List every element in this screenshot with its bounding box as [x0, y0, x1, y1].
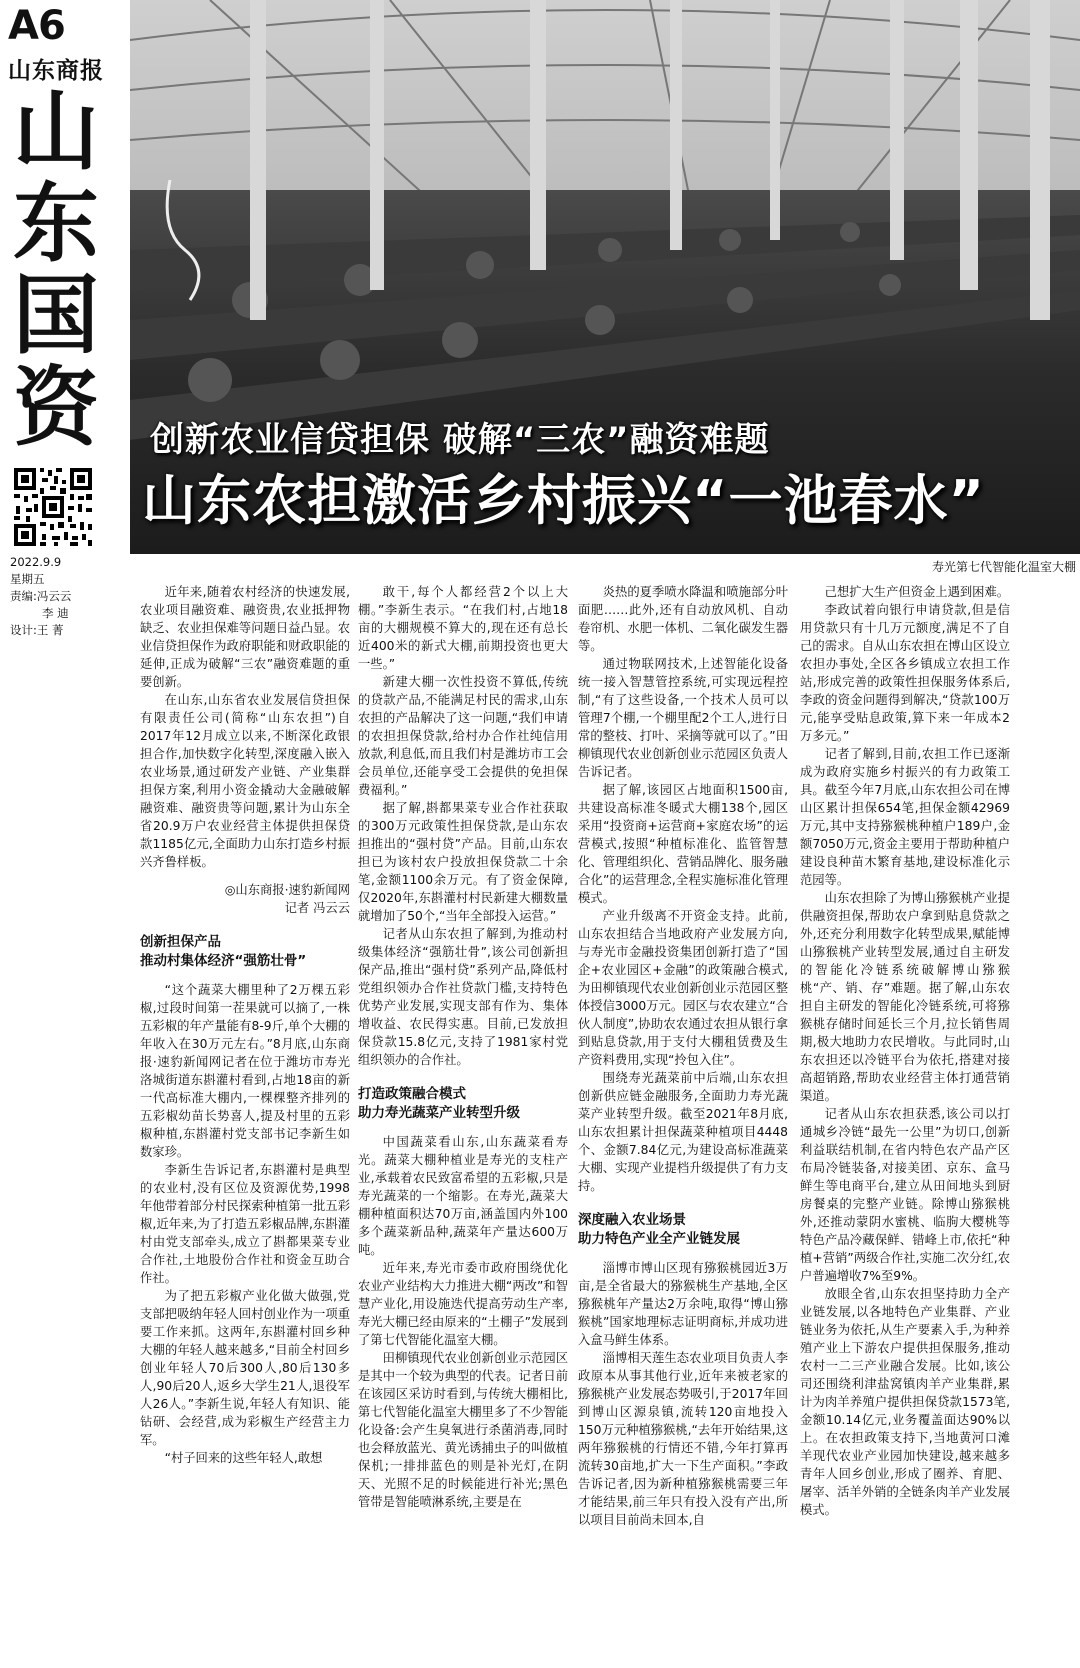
article-intro: [140, 583, 350, 871]
editor-credit: 责编:冯云云: [10, 589, 72, 603]
column-4-body: [800, 583, 1010, 1519]
paragraph: 在山东,山东省农业发展信贷担保有限责任公司(简称“山东农担”)自2017年12月成立以来,不断深化政银担合作,加快数字化转型,深度融入嵌入农业场景,通过研发产业链、产业集群担保方案,利用小资金撬动大金融破解融资难、融资贵等问题,累计为山东全省20.9万户农业经营主体提供担保贷款1185亿元,全面助力山东打造乡村振兴齐鲁样板。: [140, 693, 350, 869]
section-heading-1: [140, 933, 350, 971]
paragraph: 己想扩大生产但资金上遇到困难。: [824, 585, 1010, 599]
column-2-body: [358, 583, 568, 1069]
paragraph: 田柳镇现代农业创新创业示范园区是其中一个较为典型的代表。记者日前在该园区采访时看到,与传统大棚相比,第七代智能化温室大棚里多了不少智能化设备:会产生臭氧进行杀菌消毒,同时也会释放蓝光、黄光诱捕虫子的叫做植保机;一排排蓝色的则是补光灯,在阴天、光照不足的时候能进行补光;黑色管带是智能喷淋系统,主要是在: [358, 1351, 568, 1509]
paragraph: 记者从山东农担了解到,为推动村级集体经济“强筋壮骨”,该公司创新担保产品,推出“强村贷”系列产品,降低村党组织领办合作社贷款门槛,支持特色优势产业发展,实现支部有作为、集体增收益、农民得实惠。目前,已发放担保贷款15.8亿元,支持了1981家村党组织领办的合作社。: [358, 927, 568, 1067]
paragraph: 产业升级离不开资金支持。此前,山东农担结合当地政府产业发展方向,与寿光市金融投资集团创新打造了“国企+农业园区+金融”的政策融合模式,为田柳镇现代农业创新创业示范园区整体授信3000万元。园区与农农建立“合伙人制度”,协助农农通过农担从银行拿到贴息贷款,用于支付大棚租赁费及生产资料费用,实现“拎包入住”。: [578, 909, 788, 1067]
paragraph: “村子回来的这些年轻人,敢想: [164, 1451, 323, 1465]
section-title-char: 山: [13, 81, 99, 182]
paragraph: 淄博市博山区现有猕猴桃园近3万亩,是全省最大的猕猴桃生产基地,全区猕猴桃年产量达2万余吨,取得“博山猕猴桃”国家地理标志证明商标,并成功进入盒马鲜生体系。: [578, 1261, 788, 1347]
byline: [140, 881, 350, 917]
section-title-char: 东: [13, 173, 99, 274]
paragraph: 山东农担除了为博山猕猴桃产业提供融资担保,帮助农户拿到贴息贷款之外,还充分利用数字化转型成果,赋能博山猕猴桃产业转型发展,通过自主研发的智能化冷链系统破解博山猕猴桃“产、销、存”难题。据了解,山东农担自主研发的智能化冷链系统,可将猕猴桃存储时间延长三个月,拉长销售周期,极大地助力农民增收。与此同时,山东农担还以冷链平台为依托,搭建对接高超销路,帮助农业经营主体打通营销渠道。: [800, 891, 1010, 1103]
paragraph: 近年来,寿光市委市政府围绕优化农业产业结构大力推进大棚“两改”和智慧产业化,用设施迭代提高劳动生产率,寿光大棚已经由原来的“土棚子”发展到了第七代智能化温室大棚。: [358, 1261, 568, 1347]
section-1-body: [140, 981, 350, 1467]
paragraph: 记者从山东农担获悉,该公司以打通城乡冷链“最先一公里”为切口,创新利益联结机制,在省内特色农产品产区布局冷链装备,对接美团、京东、盒马鲜生等电商平台,建立从田间地头到厨房餐桌的完整产业链。除博山猕猴桃外,还推动蒙阴水蜜桃、临朐大樱桃等特色产品冷藏保鲜、错峰上市,依托“种植+营销”两级合作社,实施二次分红,农户普遍增收7%至9%。: [800, 1107, 1010, 1283]
issue-meta: [10, 554, 71, 639]
section-heading-1-line-a: 创新担保产品: [140, 934, 221, 950]
greenhouse-photo: [130, 0, 1080, 554]
paper-name: 山东商报: [8, 58, 104, 84]
headline-title: 山东农担激活乡村振兴“一池春水”: [142, 469, 985, 532]
article-column-3: [578, 583, 788, 1529]
photo-caption: 寿光第七代智能化温室大棚: [931, 560, 1076, 574]
editor-credit-2: 李 迪: [42, 606, 69, 620]
section-2-body: [358, 1133, 568, 1511]
byline-source: ◎山东商报·速豹新闻网: [224, 883, 350, 897]
article-column-4: [800, 583, 1010, 1519]
paragraph: 通过物联网技术,上述智能化设备统一接入智慧管控系统,可实现远程控制,“有了这些设备,一个技术人员可以管理7个棚,一个棚里配2个工人,进行日常的整枝、打叶、采摘等就可以了。”田柳镇现代农业创新创业示范园区负责人告诉记者。: [578, 657, 788, 779]
paragraph: 淄博相天莲生态农业项目负责人李政原本从事其他行业,近年来被老家的猕猴桃产业发展态势吸引,于2017年回到博山区源泉镇,流转120亩地投入150万元种植猕猴桃,“去年开始结果,这两年猕猴桃的行情还不错,今年打算再流转30亩地,扩大一下生产面积。”李政告诉记者,因为新种植猕猴桃需要三年才能结果,前三年只有投入没有产出,所以项目目前尚未回本,自: [578, 1351, 788, 1527]
section-heading-3-line-b: 助力特色产业全产业链发展: [578, 1231, 740, 1247]
byline-reporter: 记者 冯云云: [284, 901, 350, 915]
article-column-2: [358, 583, 568, 1511]
column-3-body: [578, 583, 788, 1195]
paragraph: 围绕寿光蔬菜前中后端,山东农担创新供应链金融服务,全面助力寿光蔬菜产业转型升级。截至2021年8月底,山东农担累计担保蔬菜种植项目4448个、金额7.84亿元,为建设高标准蔬菜大棚、实现产业提档升级提供了有力支持。: [578, 1071, 788, 1193]
designer-credit: 设计:王 菁: [10, 623, 64, 637]
paragraph: 新建大棚一次性投资不算低,传统的贷款产品,不能满足村民的需求,山东农担的产品解决了这一问题,“我们申请的农担担保贷款,给村办合作社纯信用放款,利息低,而且我们村是潍坊市工会会员单位,还能享受工会提供的免担保费福利。”: [358, 675, 568, 797]
section-title-char: 国: [13, 265, 99, 366]
page-number: A6: [8, 3, 65, 49]
paragraph: 中国蔬菜看山东,山东蔬菜看寿光。蔬菜大棚种植业是寿光的支柱产业,承载着农民致富希望的五彩椒,只是寿光蔬菜的一个缩影。在寿光,蔬菜大棚种植面积达70万亩,涵盖国内外100多个蔬菜新品种,蔬菜年产量达600万吨。: [358, 1135, 568, 1257]
section-title: [6, 81, 106, 458]
paragraph: 敢干,每个人都经营2个以上大棚。”李新生表示。“在我们村,占地18亩的大棚规模不算大的,现在还有总长近400米的新式大棚,前期投资也更大一些。”: [358, 585, 568, 671]
article-column-1: [140, 583, 350, 1467]
qr-code-graphic: [12, 466, 94, 548]
section-3-body: [578, 1259, 788, 1529]
section-title-char: 资: [13, 357, 99, 458]
issue-date: 2022.9.9: [10, 555, 62, 569]
issue-weekday: 星期五: [10, 572, 45, 586]
paragraph: 炎热的夏季喷水降温和喷施部分叶面肥……此外,还有自动放风机、自动卷帘机、水肥一体机、二氧化碳发生器等。: [578, 585, 788, 653]
paragraph: 李新生告诉记者,东斟灌村是典型的农业村,没有区位及资源优势,1998年他带着部分村民探索种植第一批五彩椒,近年来,为了打造五彩椒品牌,东斟灌村由党支部牵头,成立了斟都果菜专业合作社,土地股份合作社和资金互助合作社。: [140, 1163, 350, 1285]
paragraph: 据了解,该园区占地面积1500亩,共建设高标准冬暖式大棚138个,园区采用“投资商+运营商+家庭农场”的运营模式,按照“种植标准化、监管智慧化、管理组织化、营销品牌化、服务融合化”的运营理念,全程实施标准化管理模式。: [578, 783, 788, 905]
paragraph: 记者了解到,目前,农担工作已逐渐成为政府实施乡村振兴的有力政策工具。截至今年7月底,山东农担公司在博山区累计担保654笔,担保金额42969万元,其中支持猕猴桃种植户189户,金额7050万元,资金主要用于帮助种植户建设良种苗木繁育基地,建设标准化示范园等。: [800, 747, 1010, 887]
headline-subtitle: 创新农业信贷担保 破解“三农”融资难题: [150, 420, 770, 460]
section-heading-3: [578, 1211, 788, 1249]
section-heading-2: [358, 1085, 568, 1123]
section-heading-2-line-a: 打造政策融合模式: [358, 1086, 466, 1102]
paragraph: 李政试着向银行申请贷款,但是信用贷款只有十几万元额度,满足不了自己的需求。自从山东农担在博山区设立农担办事处,全区各乡镇成立农担工作站,形成完善的政策性担保服务体系后,李政的资金问题得到解决,“贷款100万元,能享受贴息政策,算下来一年成本2万多元。”: [800, 603, 1010, 743]
section-heading-1-line-b: 推动村集体经济“强筋壮骨”: [140, 953, 307, 969]
paragraph: 为了把五彩椒产业化做大做强,党支部把吸纳年轻人回村创业作为一项重要工作来抓。这两年,东斟灌村回乡种大棚的年轻人越来越多,“目前全村回乡创业年轻人70后300人,80后130多人,90后20人,返乡大学生21人,退役军人26人。”李新生说,年轻人有知识、能钻研、会经营,成为彩椒生产经营主力军。: [140, 1289, 350, 1447]
paragraph: 放眼全省,山东农担坚持助力全产业链发展,以各地特色产业集群、产业链业务为依托,从生产要素入手,为种养殖产业上下游农户提供担保服务,推动农村一二三产业融合发展。比如,该公司还围绕利津盐窝镇肉羊产业集群,累计为肉羊养殖户提供担保贷款1573笔,金额10.14亿元,业务覆盖面达90%以上。在农担政策支持下,当地黄河口滩羊现代农业产业园加快建设,越来越多青年人回乡创业,形成了圈养、育肥、屠宰、活羊外销的全链条肉羊产业发展模式。: [800, 1287, 1010, 1517]
section-heading-2-line-b: 助力寿光蔬菜产业转型升级: [358, 1105, 520, 1121]
paragraph: 近年来,随着农村经济的快速发展,农业项目融资难、融资贵,农业抵押物缺乏、农业担保难等问题日益凸显。农业信贷担保作为政府职能和财政职能的延伸,正成为破解“三农”融资难题的重要创新。: [140, 585, 350, 689]
masthead: [6, 4, 124, 664]
paragraph: “这个蔬菜大棚里种了2万棵五彩椒,过段时间第一茬果就可以摘了,一株五彩椒的年产量能有8-9斤,单个大棚的年收入在30万元左右。”8月底,山东商报·速豹新闻网记者在位于潍坊市寿光洛城街道东斟灌村看到,占地18亩的新一代高标准大棚内,一棵棵整齐排列的五彩椒幼苗长势喜人,提及村里的五彩椒种植,东斟灌村党支部书记李新生如数家珍。: [140, 983, 350, 1159]
paragraph: 据了解,斟都果菜专业合作社获取的300万元政策性担保贷款,是山东农担推出的“强村贷”产品。目前,山东农担已为该村农户投放担保贷款二十余笔,金额1100余万元。有了资金保障,仅2020年,东斟灌村村民新建大棚数量就增加了50个,“当年全部投入运营。”: [358, 801, 568, 923]
qr-code-icon[interactable]: [12, 466, 94, 548]
section-heading-3-line-a: 深度融入农业场景: [578, 1212, 686, 1228]
